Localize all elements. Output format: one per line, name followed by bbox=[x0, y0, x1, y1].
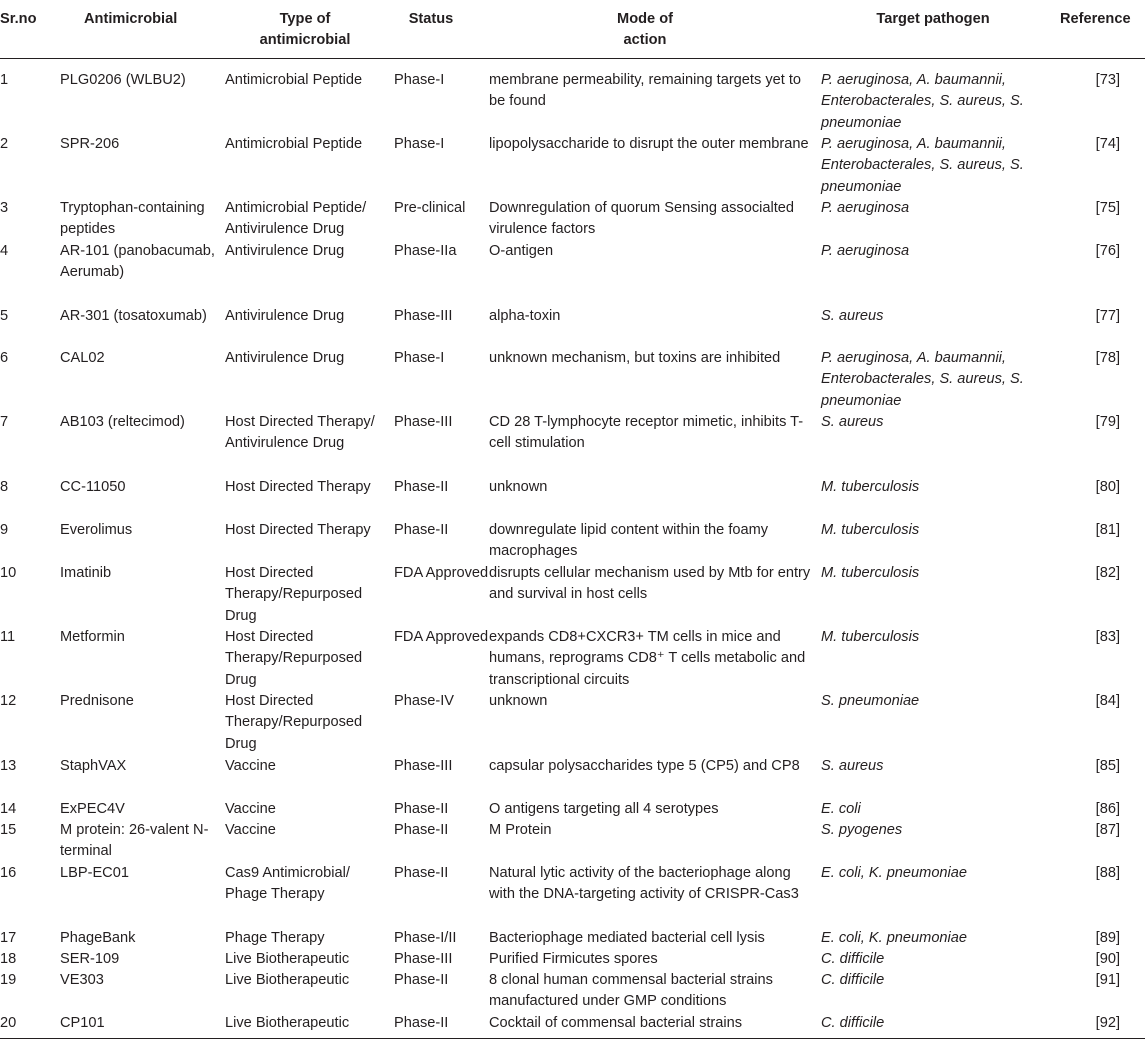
cell-no: 5 bbox=[0, 308, 9, 324]
cell-antimicrobial: StaphVAX bbox=[60, 758, 127, 774]
cell-status: Phase-II bbox=[394, 865, 449, 881]
cell-status: Phase-IV bbox=[394, 693, 455, 709]
cell-type: Phage Therapy bbox=[225, 930, 325, 946]
cell-status: Phase-II bbox=[394, 972, 449, 988]
cell-antimicrobial: Everolimus bbox=[60, 522, 133, 538]
table-bottom-rule bbox=[0, 1038, 1145, 1039]
cell-antimicrobial: AR-101 (panobacumab, Aerumab) bbox=[60, 243, 215, 281]
header-sr-no: Sr.no bbox=[0, 11, 37, 27]
cell-target: S. aureus bbox=[821, 308, 884, 324]
cell-reference: [80] bbox=[1095, 479, 1120, 495]
cell-no: 3 bbox=[0, 200, 9, 216]
cell-type: Antimicrobial Peptide bbox=[225, 136, 363, 152]
cell-target: P. aeruginosa, A. baumannii, Enterobacterales, S. aureus, S. pneumoniae bbox=[821, 136, 1024, 195]
cell-target: C. difficile bbox=[821, 1015, 885, 1031]
cell-target: E. coli, K. pneumoniae bbox=[821, 930, 968, 946]
cell-target: P. aeruginosa, A. baumannii, Enterobacterales, S. aureus, S. pneumoniae bbox=[821, 72, 1024, 131]
cell-reference: [83] bbox=[1095, 629, 1120, 645]
cell-antimicrobial: AB103 (reltecimod) bbox=[60, 414, 185, 430]
cell-no: 2 bbox=[0, 136, 9, 152]
cell-antimicrobial: Imatinib bbox=[60, 565, 112, 581]
cell-status: Phase-I/II bbox=[394, 930, 457, 946]
cell-reference: [90] bbox=[1095, 951, 1120, 967]
cell-no: 14 bbox=[0, 801, 17, 817]
cell-mode: downregulate lipid content within the foamy macrophages bbox=[489, 522, 769, 560]
cell-mode: O antigens targeting all 4 serotypes bbox=[489, 801, 719, 817]
cell-mode: M Protein bbox=[489, 822, 552, 838]
cell-reference: [79] bbox=[1095, 414, 1120, 430]
cell-antimicrobial: LBP-EC01 bbox=[60, 865, 129, 881]
cell-mode: CD 28 T-lymphocyte receptor mimetic, inhibits T-cell stimulation bbox=[489, 414, 804, 452]
cell-reference: [87] bbox=[1095, 822, 1120, 838]
cell-no: 17 bbox=[0, 930, 17, 946]
cell-type: Antivirulence Drug bbox=[225, 243, 345, 259]
cell-type: Host Directed Therapy/Repurposed Drug bbox=[225, 565, 363, 624]
cell-mode: Downregulation of quorum Sensing associalted virulence factors bbox=[489, 200, 795, 238]
table-header bbox=[0, 0, 1145, 59]
cell-status: Phase-II bbox=[394, 1015, 449, 1031]
cell-reference: [78] bbox=[1095, 350, 1120, 366]
cell-type: Vaccine bbox=[225, 758, 276, 774]
cell-no: 10 bbox=[0, 565, 17, 581]
cell-target: C. difficile bbox=[821, 951, 885, 967]
cell-no: 7 bbox=[0, 414, 9, 430]
cell-status: FDA Approved bbox=[394, 629, 489, 645]
cell-target: P. aeruginosa, A. baumannii, Enterobacterales, S. aureus, S. pneumoniae bbox=[821, 350, 1024, 409]
cell-mode: Natural lytic activity of the bacteriophage along with the DNA-targeting activity of CRISPR-Cas3 bbox=[489, 865, 799, 903]
cell-target: S. pneumoniae bbox=[821, 693, 920, 709]
cell-type: Vaccine bbox=[225, 822, 276, 838]
cell-status: Phase-II bbox=[394, 522, 449, 538]
cell-target: M. tuberculosis bbox=[821, 479, 920, 495]
cell-reference: [75] bbox=[1095, 200, 1120, 216]
cell-mode: 8 clonal human commensal bacterial strains manufactured under GMP conditions bbox=[489, 972, 773, 1010]
cell-reference: [88] bbox=[1095, 865, 1120, 881]
cell-antimicrobial: PLG0206 (WLBU2) bbox=[60, 72, 186, 88]
cell-antimicrobial: Metformin bbox=[60, 629, 125, 645]
cell-target: M. tuberculosis bbox=[821, 565, 920, 581]
cell-reference: [76] bbox=[1095, 243, 1120, 259]
cell-no: 15 bbox=[0, 822, 17, 838]
cell-antimicrobial: AR-301 (tosatoxumab) bbox=[60, 308, 207, 324]
cell-reference: [86] bbox=[1095, 801, 1120, 817]
cell-target: E. coli bbox=[821, 801, 861, 817]
cell-antimicrobial: ExPEC4V bbox=[60, 801, 125, 817]
cell-antimicrobial: CAL02 bbox=[60, 350, 105, 366]
cell-mode: membrane permeability, remaining targets yet to be found bbox=[489, 72, 802, 110]
cell-reference: [85] bbox=[1095, 758, 1120, 774]
cell-target: S. aureus bbox=[821, 758, 884, 774]
cell-target: S. pyogenes bbox=[821, 822, 903, 838]
cell-reference: [77] bbox=[1095, 308, 1120, 324]
cell-antimicrobial: Tryptophan-containing peptides bbox=[60, 200, 205, 238]
cell-no: 11 bbox=[0, 629, 16, 645]
cell-reference: [82] bbox=[1095, 565, 1120, 581]
cell-mode: lipopolysaccharide to disrupt the outer membrane bbox=[489, 136, 809, 152]
cell-antimicrobial: CC-11050 bbox=[60, 479, 126, 495]
cell-no: 1 bbox=[0, 72, 9, 88]
cell-target: S. aureus bbox=[821, 414, 884, 430]
cell-mode: expands CD8+CXCR3+ TM cells in mice and humans, reprograms CD8⁺ T cells metabolic and transcriptional circuits bbox=[489, 629, 806, 688]
cell-no: 9 bbox=[0, 522, 9, 538]
cell-type: Vaccine bbox=[225, 801, 276, 817]
cell-status: Pre-clinical bbox=[394, 200, 466, 216]
cell-target: C. difficile bbox=[821, 972, 885, 988]
cell-status: Phase-I bbox=[394, 136, 445, 152]
cell-type: Live Biotherapeutic bbox=[225, 1015, 350, 1031]
cell-type: Host Directed Therapy/ Antivirulence Drug bbox=[225, 414, 375, 452]
cell-type: Live Biotherapeutic bbox=[225, 951, 350, 967]
cell-antimicrobial: Prednisone bbox=[60, 693, 134, 709]
cell-no: 4 bbox=[0, 243, 9, 259]
cell-no: 20 bbox=[0, 1015, 17, 1031]
cell-target: E. coli, K. pneumoniae bbox=[821, 865, 968, 881]
cell-status: Phase-III bbox=[394, 758, 453, 774]
cell-reference: [73] bbox=[1095, 72, 1120, 88]
cell-target: P. aeruginosa bbox=[821, 243, 910, 259]
cell-status: Phase-III bbox=[394, 308, 453, 324]
cell-mode: disrupts cellular mechanism used by Mtb for entry and survival in host cells bbox=[489, 565, 811, 603]
cell-mode: unknown bbox=[489, 479, 548, 495]
cell-mode: O-antigen bbox=[489, 243, 554, 259]
cell-type: Cas9 Antimicrobial/ Phage Therapy bbox=[225, 865, 350, 903]
cell-target: M. tuberculosis bbox=[821, 629, 920, 645]
cell-no: 8 bbox=[0, 479, 9, 495]
cell-antimicrobial: SER-109 bbox=[60, 951, 120, 967]
cell-mode: unknown mechanism, but toxins are inhibited bbox=[489, 350, 781, 366]
header-mode-of-action: Mode of action bbox=[617, 11, 673, 49]
cell-status: Phase-II bbox=[394, 822, 449, 838]
cell-no: 6 bbox=[0, 350, 9, 366]
header-reference: Reference bbox=[1060, 11, 1131, 27]
cell-reference: [84] bbox=[1095, 693, 1120, 709]
cell-mode: Bacteriophage mediated bacterial cell lysis bbox=[489, 930, 765, 946]
header-status: Status bbox=[408, 11, 454, 27]
cell-reference: [91] bbox=[1095, 972, 1120, 988]
cell-status: Phase-IIa bbox=[394, 243, 457, 259]
cell-mode: Purified Firmicutes spores bbox=[489, 951, 658, 967]
cell-status: Phase-III bbox=[394, 414, 453, 430]
header-target-pathogen: Target pathogen bbox=[876, 11, 990, 27]
cell-type: Host Directed Therapy bbox=[225, 522, 371, 538]
cell-antimicrobial: CP101 bbox=[60, 1015, 105, 1031]
cell-no: 16 bbox=[0, 865, 17, 881]
cell-status: Phase-II bbox=[394, 479, 449, 495]
cell-status: Phase-I bbox=[394, 350, 445, 366]
cell-type: Host Directed Therapy/Repurposed Drug bbox=[225, 693, 363, 752]
cell-antimicrobial: PhageBank bbox=[60, 930, 136, 946]
cell-status: Phase-II bbox=[394, 801, 449, 817]
cell-type: Host Directed Therapy bbox=[225, 479, 371, 495]
cell-status: Phase-I bbox=[394, 72, 445, 88]
cell-antimicrobial: M protein: 26-valent N-terminal bbox=[60, 822, 209, 860]
header-type: Type of antimicrobial bbox=[259, 11, 351, 49]
cell-status: Phase-III bbox=[394, 951, 453, 967]
cell-antimicrobial: VE303 bbox=[60, 972, 104, 988]
cell-antimicrobial: SPR-206 bbox=[60, 136, 120, 152]
cell-no: 13 bbox=[0, 758, 17, 774]
cell-type: Host Directed Therapy/Repurposed Drug bbox=[225, 629, 363, 688]
cell-type: Antimicrobial Peptide bbox=[225, 72, 363, 88]
cell-mode: Cocktail of commensal bacterial strains bbox=[489, 1015, 743, 1031]
cell-type: Antivirulence Drug bbox=[225, 350, 345, 366]
cell-reference: [74] bbox=[1095, 136, 1120, 152]
cell-reference: [81] bbox=[1095, 522, 1120, 538]
cell-type: Antimicrobial Peptide/ Antivirulence Drug bbox=[225, 200, 367, 238]
cell-type: Live Biotherapeutic bbox=[225, 972, 350, 988]
cell-reference: [92] bbox=[1095, 1015, 1120, 1031]
cell-no: 12 bbox=[0, 693, 17, 709]
cell-status: FDA Approved bbox=[394, 565, 489, 581]
cell-mode: capsular polysaccharides type 5 (CP5) and CP8 bbox=[489, 758, 800, 774]
cell-target: P. aeruginosa bbox=[821, 200, 910, 216]
cell-no: 18 bbox=[0, 951, 17, 967]
cell-type: Antivirulence Drug bbox=[225, 308, 345, 324]
cell-no: 19 bbox=[0, 972, 17, 988]
cell-target: M. tuberculosis bbox=[821, 522, 920, 538]
header-antimicrobial: Antimicrobial bbox=[84, 11, 178, 27]
cell-reference: [89] bbox=[1095, 930, 1120, 946]
cell-mode: unknown bbox=[489, 693, 548, 709]
cell-mode: alpha-toxin bbox=[489, 308, 561, 324]
